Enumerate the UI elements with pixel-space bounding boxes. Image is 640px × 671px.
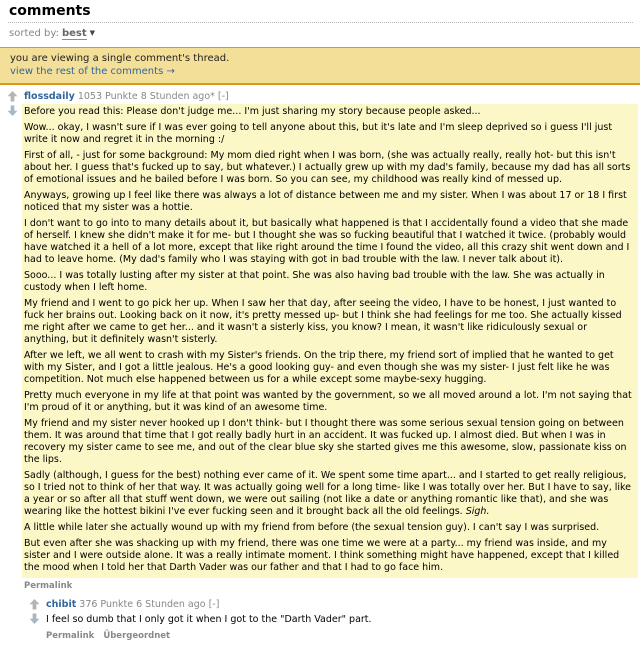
comment-paragraph: I don't want to go into to many details about it, but basically what happened is that I accidentally found a video that she made of herself. I knew she didn't make it for me- but I thought she was so fucking beautiful that I watched it twice. (probably would have watched it a hell of a lot more, except that like right around the time I found the video, all this crazy shit went down and I had to leave home. (My dad's family who I was staying with got in bad trouble with the law. I never talk about it).	[24, 218, 630, 265]
permalink-link[interactable]: Permalink	[24, 581, 73, 591]
sorted-by-label: sorted by:	[9, 28, 59, 39]
sort-dropdown[interactable]: best	[61, 28, 87, 39]
comment-entry	[44, 598, 638, 641]
comment-buttons	[44, 628, 638, 641]
collapse-toggle[interactable]: [-]	[217, 91, 229, 102]
comment-paragraph: After we left, we all went to crash with my Sister's friends. On the trip there, my friend sort of implied that he wanted to get with my Sister, and I got a little jealous. He's a good looking guy- and even though she was my sister- I just felt like he was competition. Not much else happened between us for a while except some maybe-sexy hugging.	[24, 350, 614, 385]
vote-arrows	[5, 90, 20, 119]
banner-text: you are viewing a single comment's thread.	[10, 53, 230, 64]
view-rest-of-comments-link[interactable]: view the rest of the comments →	[10, 66, 175, 77]
comment-tagline	[24, 91, 638, 102]
comment-body	[22, 104, 638, 578]
downvote-arrow-icon[interactable]	[29, 613, 40, 624]
comment-paragraph: My friend and my sister never hooked up I don't think- but I thought there was some serious sexual tension going on between them. It was around that time that I got really badly hurt in an accident. It was fucked up. I almost died. But when I was in recovery my sister came to see me, and out of the clear blue sky she started gives me this awesome, slow, passionate kiss on the lips.	[24, 418, 627, 465]
comment-body	[44, 612, 638, 628]
comment-score-time: 376 Punkte 6 Stunden ago	[76, 599, 209, 610]
comment-paragraph: A little while later she actually wound up with my friend from before (the sexual tension guy). I can't say I was surprised.	[24, 522, 600, 533]
sort-menu	[8, 22, 633, 44]
comment-buttons	[22, 578, 638, 591]
comment-paragraph: First of all, - just for some background: My mom died right when I was born, (she was actually really, really hot- but this isn't about her. I guess that's fucked up to say, but whatever.) I actually grew up with my dad's family, because my dad has all sorts of emotional issues and he bailed before I was born. So you can see, my childhood was really kind of messed up.	[24, 150, 631, 185]
comment-paragraph: Sadly (although, I guess for the best) nothing ever came of it. We spent some time apart... and I started to get really religious, so I tried not to think of her that way. It was actually going well for a long time- like I was totally over her. But I have to say, like a year or so after all that stuff went down, we were out sailing (not like a date or anything romantic like that), and she was wearing like the hottest bikini I've ever fucking seen and it brought back all the old feelings. Sigh.	[24, 470, 632, 517]
comment-paragraph: Pretty much everyone in my life at that point was wanted by the government, so we all moved around a lot. I'm not saying that I'm proud of it or anything, but it was kind of an awesome time.	[24, 390, 632, 413]
single-thread-banner	[0, 47, 640, 85]
downvote-arrow-icon[interactable]	[7, 105, 18, 116]
comment-thread	[5, 90, 638, 641]
comment-paragraph: Sooo... I was totally lusting after my sister at that point. She was also having bad trouble with the law. She was actually in custody when I left home.	[24, 270, 605, 293]
comment-paragraph: Wow... okay, I wasn't sure if I was ever going to tell anyone about this, but it's late and I'm sleep deprived so i guess I'll just write it now and regret it in the morning :/	[24, 122, 613, 145]
comment-flossdaily	[5, 90, 638, 591]
comment-paragraph: My friend and I went to go pick her up. When I saw her that day, after seeing the video, I have to be honest, I just wanted to fuck her brains out. Looking back on it now, it's pretty messed up- but I think she had feelings for me too. She actually kissed me right after we came to get her... and it wasn't a sisterly kiss, you know? I mean, it wasn't like ridiculously sexual or anything, but it definitely wasn't sisterly.	[24, 298, 622, 345]
permalink-link[interactable]: Permalink	[46, 631, 95, 641]
comments-page	[0, 3, 640, 641]
comment-author-link[interactable]: flossdaily	[24, 91, 75, 102]
comment-chibit	[27, 598, 638, 641]
comment-paragraph: I feel so dumb that I only got it when I got to the "Darth Vader" part.	[46, 614, 372, 625]
chevron-down-icon[interactable]: ▼	[89, 29, 96, 37]
upvote-arrow-icon[interactable]	[7, 91, 18, 102]
comment-score-time: 1053 Punkte 8 Stunden ago*	[74, 91, 218, 102]
comment-entry	[22, 90, 638, 591]
comment-paragraph: Anyways, growing up I feel like there was always a lot of distance between me and my sister. When I was about 17 or 18 I first noticed that my sister was a hottie.	[24, 190, 627, 213]
upvote-arrow-icon[interactable]	[29, 599, 40, 610]
comment-paragraph: But even after she was shacking up with my friend, there was one time we were at a party... my friend was inside, and my sister and I were outside alone. It was a really intimate moment. I think something might have happened, except that I killed the mood when I told her that Darth Vader was our father and that I had to go face him.	[24, 538, 620, 573]
comment-tagline	[46, 599, 638, 610]
vote-arrows	[27, 598, 42, 627]
collapse-toggle[interactable]: [-]	[208, 599, 220, 610]
parent-link[interactable]: Übergeordnet	[103, 631, 171, 641]
page-title: comments	[9, 3, 91, 19]
comment-paragraph: Before you read this: Please don't judge me... I'm just sharing my story because people asked...	[24, 106, 481, 117]
comment-author-link[interactable]: chibit	[46, 599, 77, 610]
